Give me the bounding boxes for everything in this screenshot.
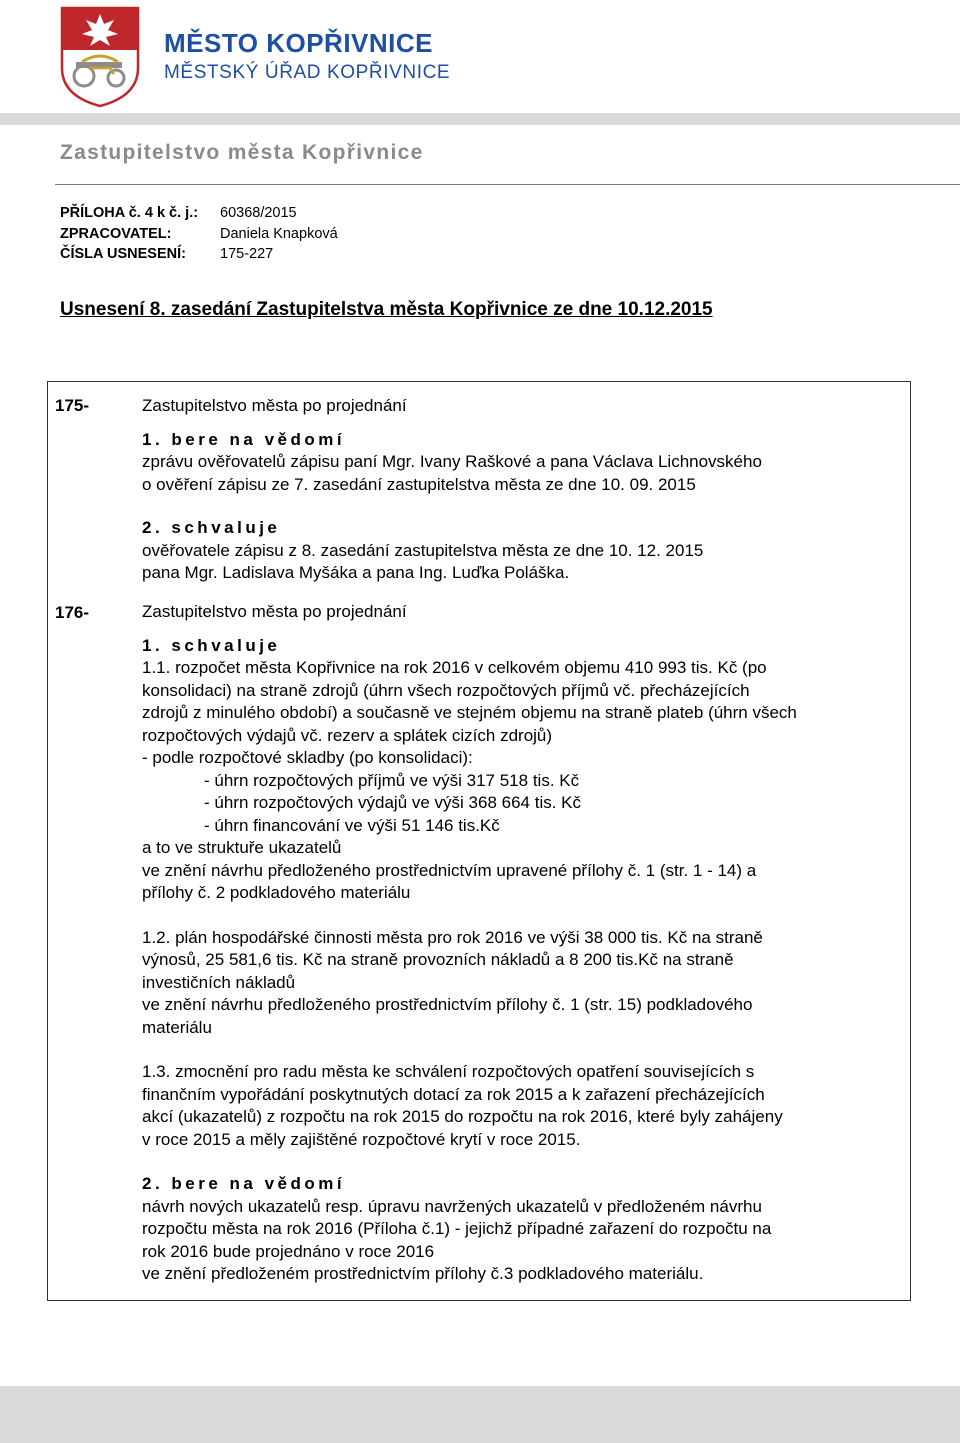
- meta-resolutions-label: ČÍSLA USNESENÍ:: [60, 246, 186, 262]
- text-line: finančním vypořádání poskytnutých dotací za rok 2015 a k zařazení přecházejících: [142, 1084, 765, 1104]
- resolution-175-point-2-heading: 2. schvaluje: [142, 518, 281, 537]
- resolution-176-intro: Zastupitelstvo města po projednání: [142, 602, 407, 621]
- text-line: ve znění návrhu předloženého prostřednictvím upravené přílohy č. 1 (str. 1 - 14) a: [142, 860, 757, 880]
- text-line: akcí (ukazatelů) z rozpočtu na rok 2015 do rozpočtu na rok 2016, které byly zahájeny: [142, 1107, 783, 1126]
- text-line: ve znění návrhu předloženého prostřednictvím přílohy č. 1 (str. 15) podkladového: [142, 995, 753, 1014]
- resolution-175-number: 175-: [55, 396, 90, 415]
- text-line: zdrojů z minulého období) a současně ve stejném objemu na straně plateb (úhrn všech: [142, 703, 797, 722]
- footer-bar: [0, 1386, 960, 1443]
- resolution-175: [142, 395, 902, 585]
- text-line: - úhrn rozpočtových výdajů ve výši 368 664 tis. Kč: [204, 793, 582, 812]
- text-line: v roce 2015 a měly zajištěné rozpočtové krytí v roce 2015.: [142, 1129, 581, 1149]
- resolution-176-point-2-heading: 2. bere na vědomí: [142, 1174, 346, 1193]
- text-line: pana Mgr. Ladislava Myšáka a pana Ing. Luďka Poláška.: [142, 563, 570, 582]
- meta-attachment-value: 60368/2015: [220, 205, 297, 221]
- header-divider-bar: [0, 113, 960, 125]
- text-line: materiálu: [142, 1017, 212, 1037]
- text-line: 1.2. plán hospodářské činnosti města pro rok 2016 ve výši 38 000 tis. Kč na straně: [142, 927, 763, 947]
- text-line: přílohy č. 2 podkladového materiálu: [142, 883, 411, 902]
- town-name: MĚSTO KOPŘIVNICE: [164, 28, 434, 58]
- text-line: rozpočtových výdajů vč. rezerv a splátek cizích zdrojů): [142, 725, 553, 745]
- document-title: Usnesení 8. zasedání Zastupitelstva města Kopřivnice ze dne 10.12.2015: [60, 299, 713, 320]
- text-line: rok 2016 bude projednáno v roce 2016: [142, 1241, 435, 1261]
- meta-processed-value: Daniela Knapková: [220, 226, 338, 242]
- text-line: ve znění předloženém prostřednictvím přílohy č.3 podkladového materiálu.: [142, 1264, 704, 1283]
- text-line: konsolidaci) na straně zdrojů (úhrn všech rozpočtových příjmů vč. přecházejících: [142, 680, 750, 700]
- heading-rule: [55, 184, 960, 185]
- text-line: návrh nových ukazatelů resp. úpravu navržených ukazatelů v předloženém návrhu: [142, 1196, 762, 1216]
- text-line: - úhrn rozpočtových příjmů ve výši 317 518 tis. Kč: [204, 770, 580, 790]
- meta-processed-label: ZPRACOVATEL:: [60, 226, 172, 242]
- resolution-176-number: 176-: [55, 603, 90, 622]
- coat-of-arms-logo: [60, 6, 140, 108]
- text-line: zprávu ověřovatelů zápisu paní Mgr. Ivany Raškové a pana Václava Lichnovského: [142, 452, 762, 471]
- resolution-176-point-1-heading: 1. schvaluje: [142, 635, 281, 655]
- text-line: rozpočtu města na rok 2016 (Příloha č.1) - jejichž případné zařazení do rozpočtu na: [142, 1219, 772, 1238]
- text-line: a to ve struktuře ukazatelů: [142, 838, 342, 857]
- meta-processed: [60, 226, 338, 242]
- meta-resolutions: [60, 246, 273, 262]
- text-line: o ověření zápisu ze 7. zasedání zastupitelstva města ze dne 10. 09. 2015: [142, 474, 696, 494]
- office-name: MĚSTSKÝ ÚŘAD KOPŘIVNICE: [164, 62, 451, 83]
- council-heading: Zastupitelstvo města Kopřivnice: [60, 141, 424, 164]
- meta-attachment: [60, 205, 297, 221]
- resolution-176: [142, 601, 902, 1286]
- text-line: výnosů, 25 581,6 tis. Kč na straně provozních nákladů a 8 200 tis.Kč na straně: [142, 950, 734, 969]
- text-line: 1.1. rozpočet města Kopřivnice na rok 2016 v celkovém objemu 410 993 tis. Kč (po: [142, 658, 767, 677]
- text-line: investičních nákladů: [142, 972, 296, 992]
- text-line: - úhrn financování ve výši 51 146 tis.Kč: [204, 815, 500, 835]
- text-line: - podle rozpočtové skladby (po konsolidaci):: [142, 748, 473, 767]
- meta-resolutions-value: 175-227: [220, 246, 274, 262]
- resolution-175-intro: Zastupitelstvo města po projednání: [142, 396, 407, 415]
- text-line: 1.3. zmocnění pro radu města ke schválení rozpočtových opatření souvisejících s: [142, 1062, 755, 1081]
- resolution-175-point-1-heading: 1. bere na vědomí: [142, 429, 346, 449]
- text-line: ověřovatele zápisu z 8. zasedání zastupitelstva města ze dne 10. 12. 2015: [142, 540, 704, 560]
- meta-attachment-label: PŘÍLOHA č. 4 k č. j.:: [60, 205, 199, 221]
